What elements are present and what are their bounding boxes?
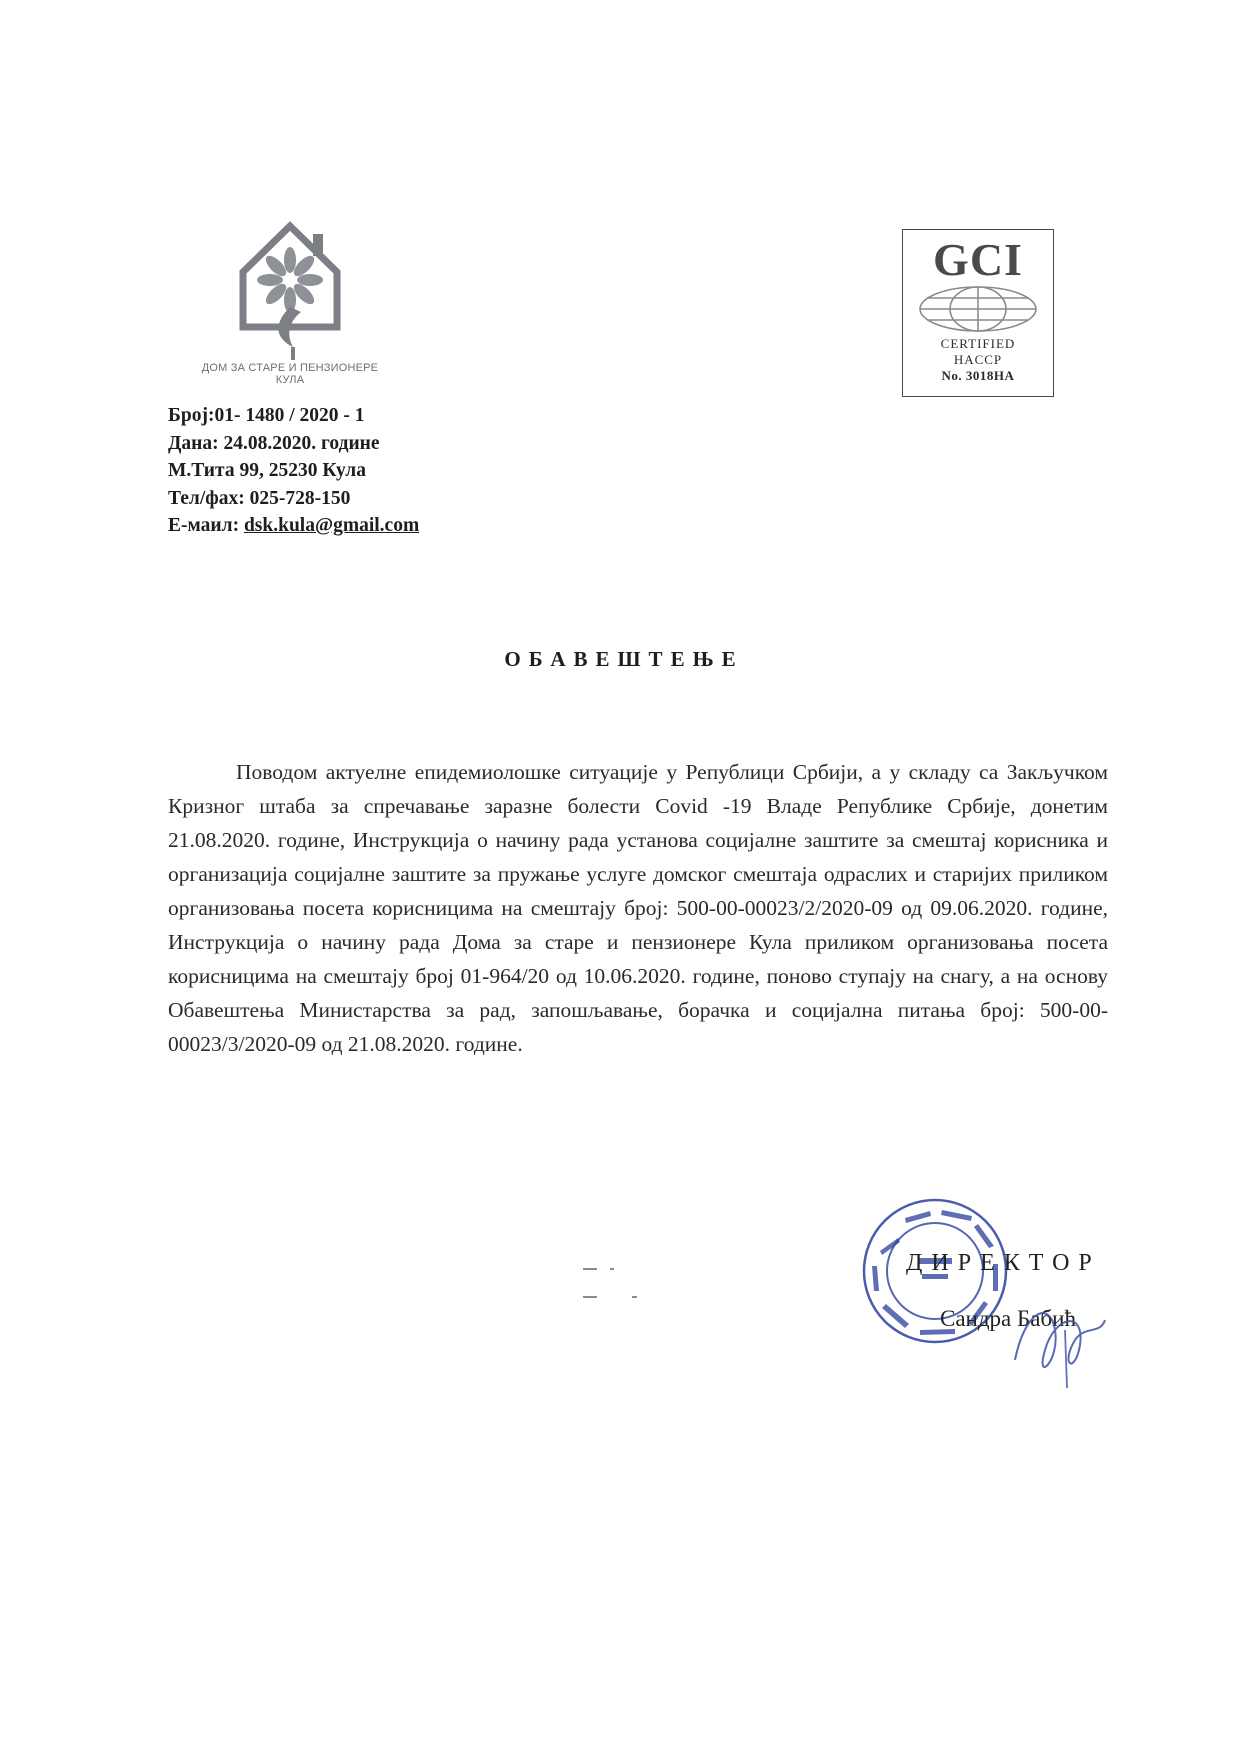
- institution-email-row: [168, 512, 419, 540]
- document-date: Дана: 24.08.2020. године: [168, 432, 380, 454]
- certification-line2: HACCP: [953, 352, 1003, 367]
- certification-line1: CERTIFIED: [940, 336, 1016, 351]
- certification-number: No. 3018HA: [941, 368, 1015, 383]
- document-title: ОБАВЕШТЕЊЕ: [504, 647, 744, 671]
- director-name: Сандра Бабић: [940, 1306, 1076, 1331]
- email-link[interactable]: dsk.kula@gmail.com: [243, 515, 420, 536]
- certification-badge: [902, 229, 1054, 397]
- scan-mark: [583, 1268, 597, 1270]
- scan-mark: [610, 1268, 614, 1270]
- institution-name-line2: КУЛА: [275, 374, 305, 386]
- scan-mark: [632, 1296, 637, 1298]
- director-role: ДИРЕКТОР: [906, 1250, 1101, 1276]
- email-label: Е-маил:: [168, 515, 244, 536]
- document-number: Број:01- 1480 / 2020 - 1: [168, 405, 365, 426]
- document-header-info: [168, 402, 419, 540]
- document-body: Поводом актуелне епидемиолошке ситуације у Републици Србији, а у складу са Закључком Кризног штаба за спречавање заразне болести Covid -19 Владе Републике Србије, донетим 21.08.2020. године, Инструкција о начину рада установа социјалне заштите за смештај корисника и организација социјалне заштите за пружање услуге домског смештаја одраслих и старијих приликом организовања посета корисницима на смештају број: 500-00-00023/2/2020-09 од 09.06.2020. године, Инструкција о начину рада Дома за старе и пензионере Кула приликом организовања посета корисницима на смештају број 01-964/20 од 10.06.2020. године, поново ступају на снагу, а на основу Обавештења Министарства за рад, запошљавање, борачка и социјална питања број: 500-00-00023/3/2020-09 од 21.08.2020. године.: [168, 760, 1108, 1056]
- certification-abbr: GCI: [933, 234, 1023, 285]
- globe-icon: [913, 282, 1043, 336]
- institution-phone: Тел/фах: 025-728-150: [168, 487, 351, 509]
- house-flower-icon: [235, 212, 345, 362]
- handwritten-signature-icon: [1005, 1290, 1115, 1390]
- institution-address: М.Тита 99, 25230 Кула: [168, 460, 366, 481]
- institution-name-line1: ДОМ ЗА СТАРЕ И ПЕНЗИОНЕРЕ: [201, 362, 379, 374]
- scan-mark: [583, 1296, 597, 1298]
- institution-logo: [150, 212, 430, 392]
